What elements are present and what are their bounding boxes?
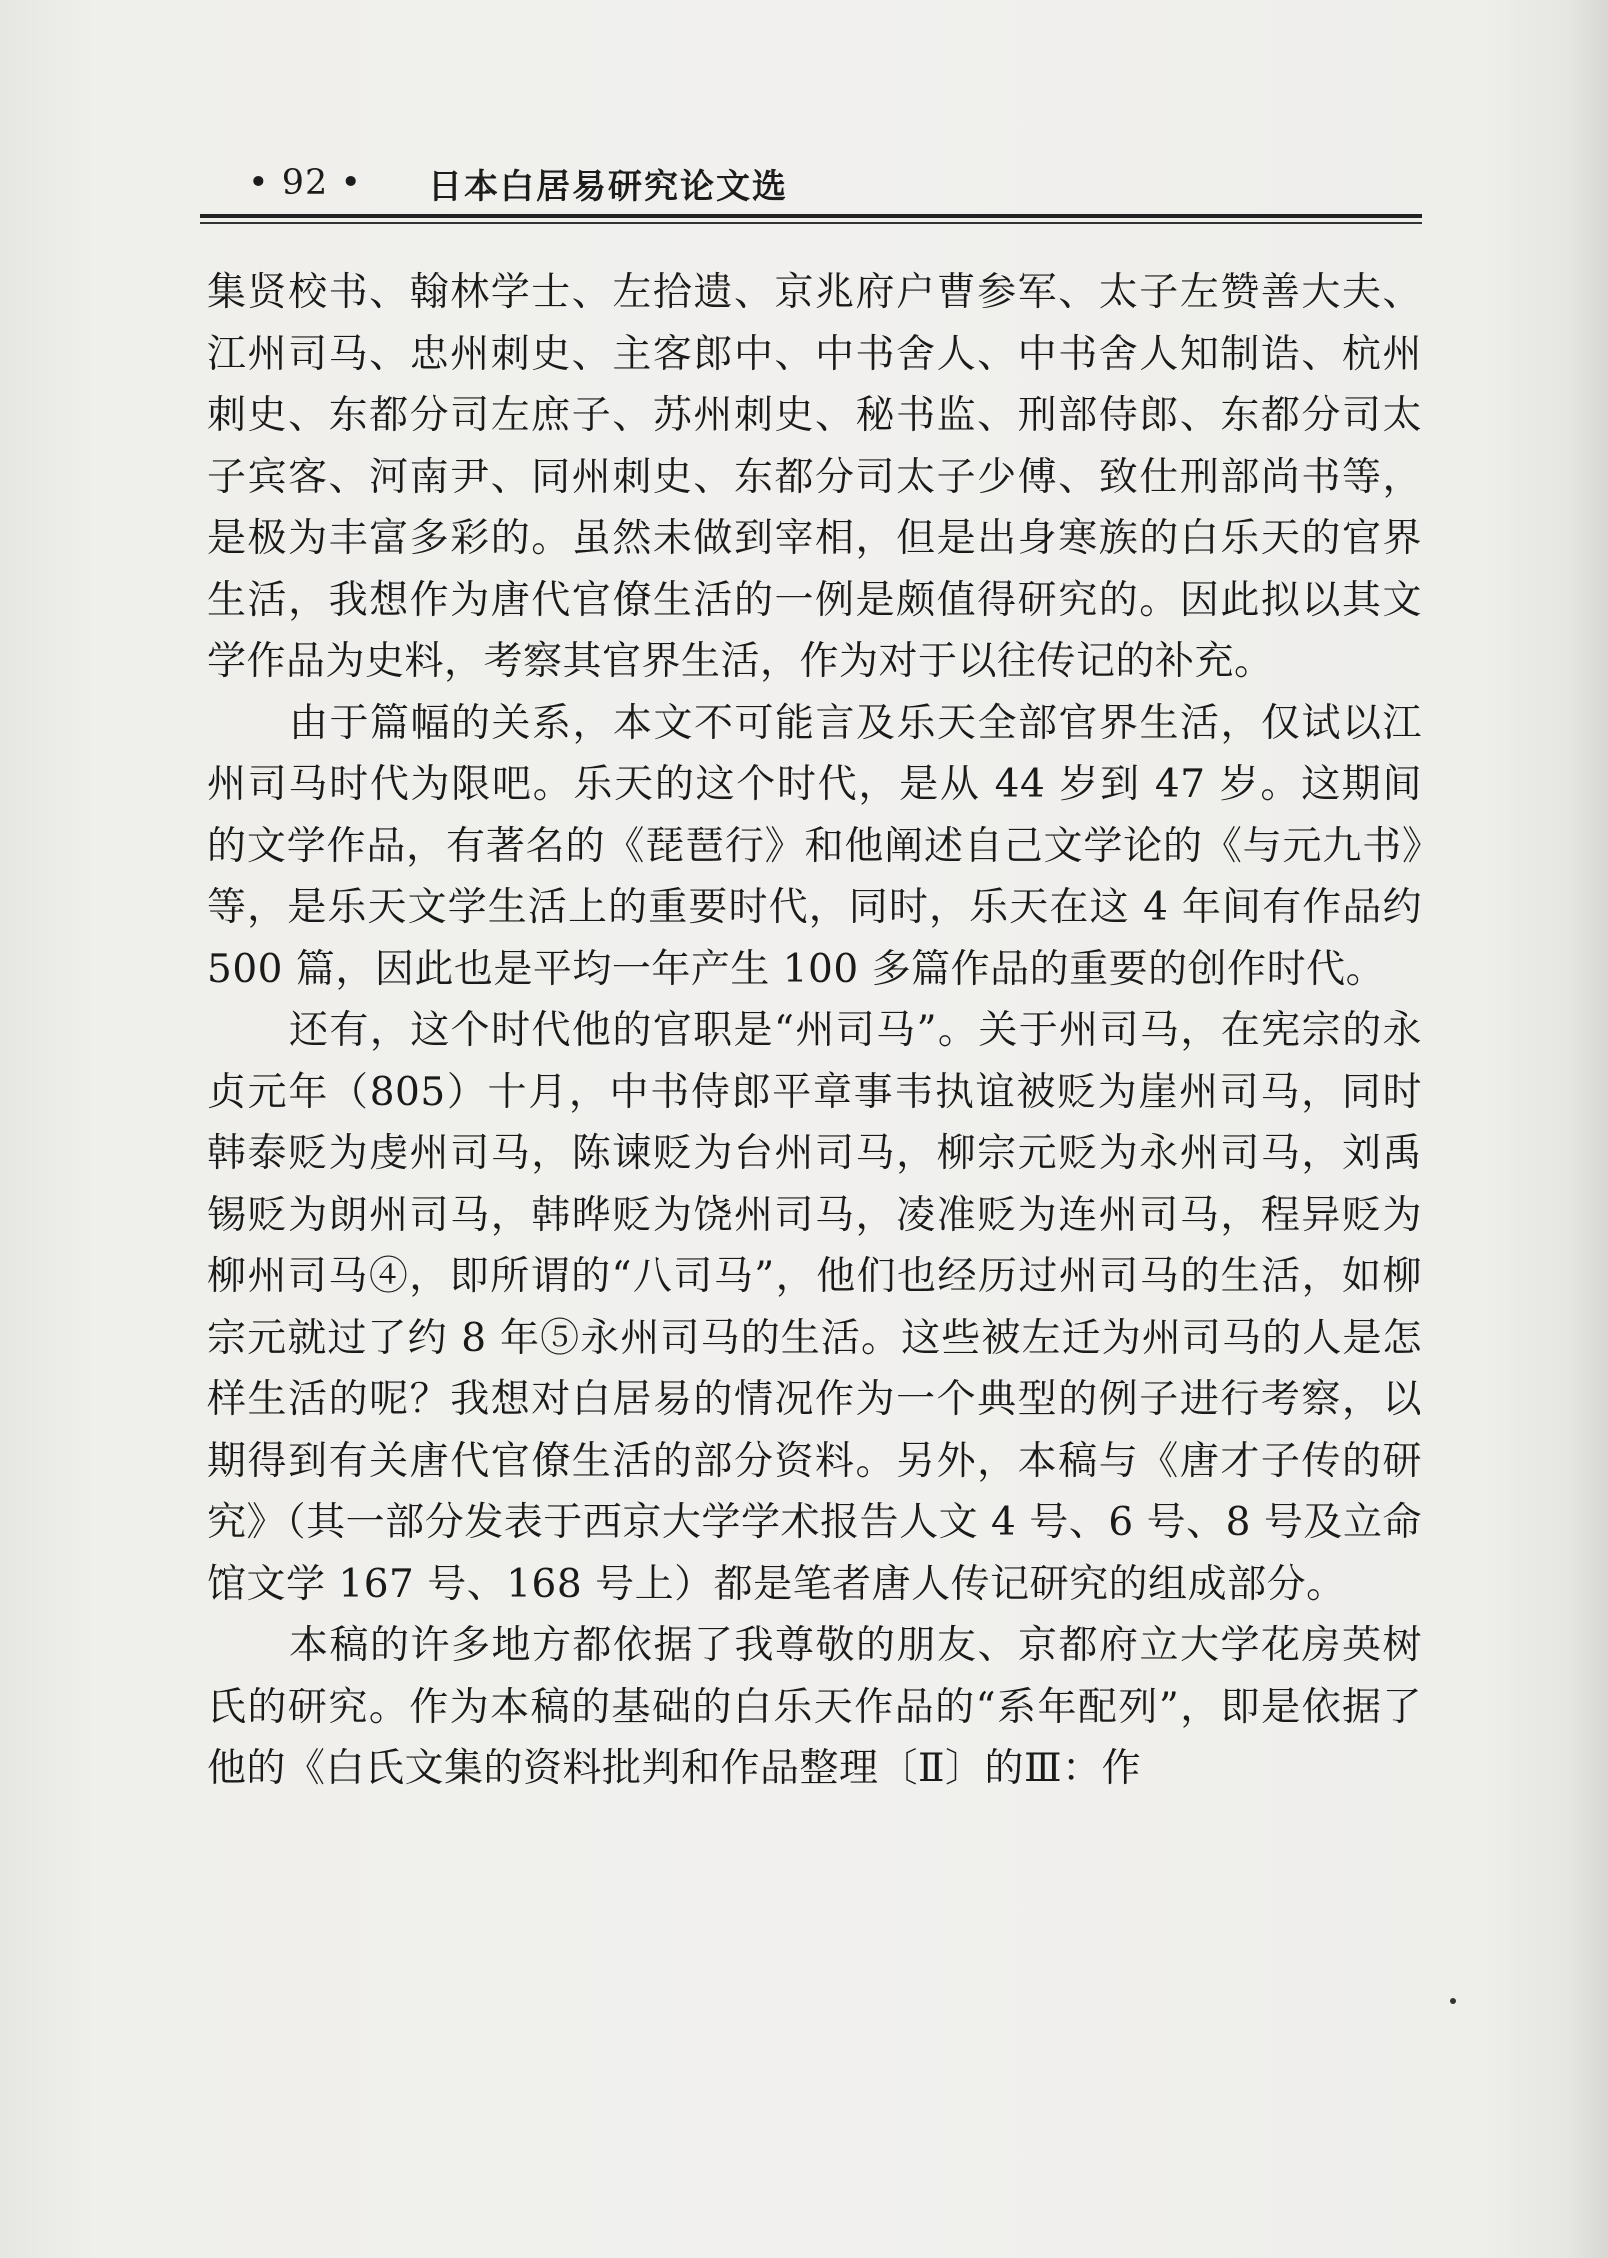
page-spine-shadow [1568, 0, 1608, 2258]
paper-speck [1450, 1998, 1456, 2004]
header-rule-thick [200, 214, 1422, 218]
page-number: • 92 • [248, 163, 363, 203]
book-title: 日本白居易研究论文选 [428, 166, 788, 207]
paragraph-4: 本稿的许多地方都依据了我尊敬的朋友、京都府立大学花房英树氏的研究。作为本稿的基础的白乐天作品的“系年配列”，即是依据了他的《白氏文集的资料批判和作品整理〔Ⅱ〕的Ⅲ：作 [207, 1623, 1422, 1791]
paragraph-3: 还有，这个时代他的官职是“州司马”。关于州司马，在宪宗的永贞元年（805）十月，中书侍郎平章事韦执谊被贬为崖州司马，同时韩泰贬为虔州司马，陈谏贬为台州司马，柳宗元贬为永州司马，刘禹锡贬为朗州司马，韩晔贬为饶州司马，凌准贬为连州司马，程异贬为柳州司马④，即所谓的“八司马”，他们也经历过州司马的生活，如柳宗元就过了约 8 年⑤永州司马的生活。这些被左迁为州司马的人是怎样生活的呢？我想对白居易的情况作为一个典型的例子进行考察，以期得到有关唐代官僚生活的部分资料。另外，本稿与《唐才子传的研究》（其一部分发表于西京大学学术报告人文 4 号、6 号、8 号及立命馆文学 167 号、168 号上）都是笔者唐人传记研究的组成部分。 [207, 1008, 1422, 1607]
header-rule-thin [200, 222, 1422, 224]
paragraph-2: 由于篇幅的关系，本文不可能言及乐天全部官界生活，仅试以江州司马时代为限吧。乐天的这个时代，是从 44 岁到 47 岁。这期间的文学作品，有著名的《琵琶行》和他阐述自己文学论的《与元九书》等，是乐天文学生活上的重要时代，同时，乐天在这 4 年间有作品约 500 篇，因此也是平均一年产生 100 多篇作品的重要的创作时代。 [207, 700, 1422, 992]
running-header [248, 158, 788, 208]
body-text [207, 262, 1422, 1800]
paragraph-1: 集贤校书、翰林学士、左拾遗、京兆府户曹参军、太子左赞善大夫、江州司马、忠州刺史、主客郎中、中书舍人、中书舍人知制诰、杭州刺史、东都分司左庶子、苏州刺史、秘书监、刑部侍郎、东都分司太子宾客、河南尹、同州刺史、东都分司太子少傅、致仕刑部尚书等，是极为丰富多彩的。虽然未做到宰相，但是出身寒族的白乐天的官界生活，我想作为唐代官僚生活的一例是颇值得研究的。因此拟以其文学作品为史料，考察其官界生活，作为对于以往传记的补充。 [207, 270, 1422, 684]
